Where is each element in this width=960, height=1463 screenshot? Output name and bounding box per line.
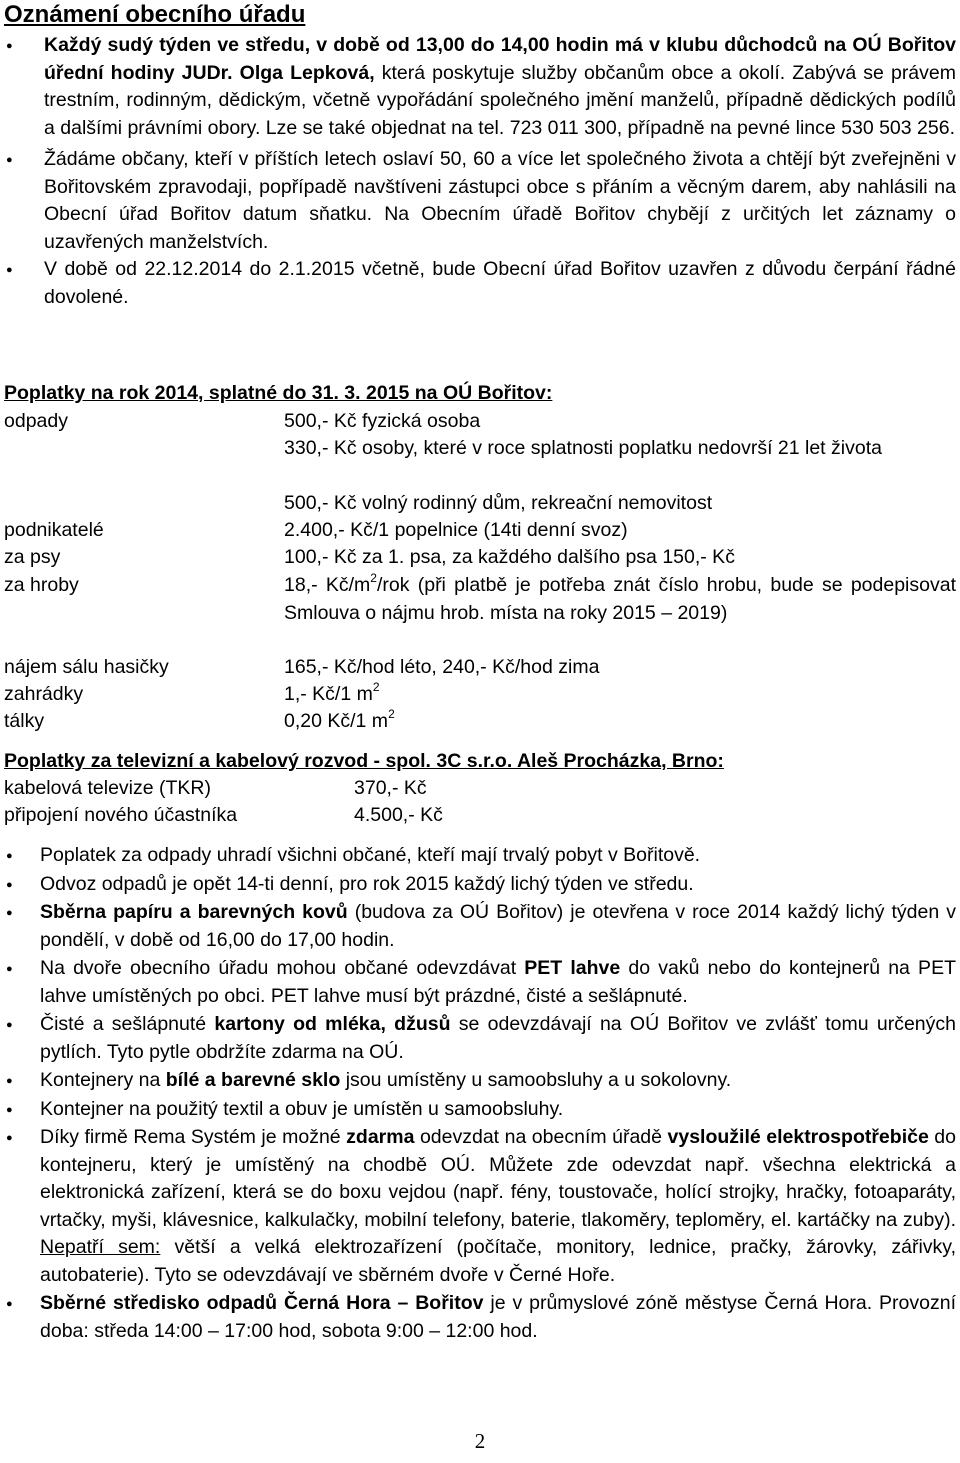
- list-item: [6, 1096, 956, 1124]
- page-number: 2: [474, 1429, 486, 1453]
- electro-bold-appliances: vysloužilé elektrospotřebiče: [667, 1126, 929, 1148]
- tv-value-pripojeni: 4.500,- Kč: [354, 804, 443, 826]
- paper-collection-bold: Sběrna papíru a barevných kovů: [40, 901, 348, 923]
- waste-collection-text: Odvoz odpadů je opět 14-ti denní, pro rok 2015 každý lichý týden ve středu.: [40, 872, 694, 895]
- cartons-bold: kartony od mléka, džusů: [214, 1013, 451, 1035]
- collection-center-text: je v průmyslové zóně městyse Černá Hora. Provozní doba: středa 14:00 – 17:00 hod, sobota 9:00 – 12:00 hod.: [40, 1292, 956, 1342]
- closure-text: V době od 22.12.2014 do 2.1.2015 včetně, bude Obecní úřad Bořitov uzavřen z důvodu čerpání řádné dovolené.: [44, 258, 956, 308]
- bullet-icon: ●: [6, 1132, 13, 1144]
- consultation-bold-text: Každý sudý týden ve středu, v době od 13,00 do 14,00 hodin má v klubu důchodců na OÚ Bořitov úřední hodiny JUDr. Olga Lepková,: [44, 34, 956, 84]
- list-item: [6, 32, 956, 142]
- list-item: [6, 955, 956, 1010]
- zahradky-sup: 2: [372, 679, 380, 694]
- waste-list: [6, 842, 957, 1345]
- hroby-price: 18,- Kč/m: [284, 574, 371, 596]
- electro-bold-free: zdarma: [346, 1126, 415, 1148]
- list-item: [6, 1067, 956, 1095]
- fee-value-odpady-1: 500,- Kč fyzická osoba: [284, 410, 481, 432]
- fee-value-hroby: [284, 572, 956, 627]
- fee-value-podnikatele: 2.400,- Kč/1 popelnice (14ti denní svoz): [284, 519, 628, 541]
- bullet-icon: ●: [6, 1019, 13, 1031]
- fee-label-odpady: odpady: [4, 410, 68, 432]
- list-item: [6, 871, 956, 899]
- bullet-icon: ●: [6, 154, 13, 166]
- hroby-text: /rok (při platbě je potřeba znát číslo hrobu, bude se podepisovat Smlouva o nájmu hrob. místa na roky 2015 – 2019): [284, 574, 956, 624]
- fee-value-sal: 165,- Kč/hod léto, 240,- Kč/hod zima: [284, 656, 600, 678]
- talky-price: 0,20 Kč/1 m: [284, 710, 389, 732]
- tv-value-tkr: 370,- Kč: [354, 777, 427, 799]
- bullet-icon: ●: [6, 1298, 13, 1310]
- paper-collection-text: (budova za OÚ Bořitov) je otevřena v roce 2014 každý lichý týden v pondělí, v době od 16,00 do 17,00 hodin.: [40, 901, 956, 951]
- zahradky-price: 1,- Kč/1 m: [284, 683, 373, 705]
- fee-value-odpady-3: 500,- Kč volný rodinný dům, rekreační nemovitost: [284, 492, 713, 514]
- list-item: [6, 1011, 956, 1066]
- electro-text-a: Díky firmě Rema Systém je možné: [40, 1126, 347, 1148]
- list-item: [6, 899, 956, 954]
- fees-heading: Poplatky na rok 2014, splatné do 31. 3. 2015 na OÚ Bořitov:: [4, 382, 553, 404]
- tv-fees-heading: Poplatky za televizní a kabelový rozvod - spol. 3C s.r.o. Aleš Procházka, Brno:: [4, 750, 724, 772]
- fee-label-hroby: za hroby: [4, 574, 79, 596]
- bullet-icon: ●: [6, 264, 13, 276]
- bullet-icon: ●: [6, 1103, 13, 1116]
- pet-bold: PET lahve: [524, 957, 621, 979]
- bullet-icon: ●: [6, 963, 13, 975]
- cartons-text-a: Čisté a sešlápnuté: [40, 1013, 215, 1035]
- fee-label-zahradky: zahrádky: [4, 683, 84, 705]
- fee-label-talky: tálky: [4, 710, 45, 732]
- list-item: [6, 842, 956, 870]
- talky-sup: 2: [388, 706, 395, 721]
- collection-center-bold: Sběrné středisko odpadů Černá Hora – Bořitov: [40, 1292, 484, 1314]
- electro-not-accepted-label: Nepatří sem:: [40, 1236, 161, 1258]
- anniversary-text: Žádáme občany, kteří v příštích letech oslaví 50, 60 a více let společného života a chtějí být zveřejněni v Bořitovském zpravodaji, popřípadě navštíveni zástupci obce s přáním a věcným darem, aby nahlásili na Obecní úřad Bořitov datum sňatku. Na Obecním úřadě Bořitov chybějí z určitých let záznamy o uzavřených manželstvích.: [44, 148, 956, 253]
- fee-label-psy: za psy: [4, 546, 61, 568]
- cartons-text-b: se odevzdávají na OÚ Bořitov ve zvlášť tomu určených pytlích. Tyto pytle obdržíte zdarma na OÚ.: [40, 1013, 956, 1063]
- pet-text-a: Na dvoře obecního úřadu mohou občané odevzdávat: [40, 957, 525, 979]
- glass-bold: bílé a barevné sklo: [165, 1069, 341, 1091]
- bullet-icon: ●: [6, 40, 13, 52]
- tv-label-pripojeni: připojení nového účastníka: [4, 804, 238, 826]
- fee-value-zahradky: [284, 681, 956, 709]
- fee-label-podnikatele: podnikatelé: [4, 519, 104, 541]
- textile-text: Kontejner na použitý textil a obuv je umístěn u samoobsluhy.: [40, 1097, 564, 1120]
- glass-text-a: Kontejnery na: [40, 1069, 166, 1091]
- fee-value-odpady-2: 330,- Kč osoby, které v roce splatnosti poplatku nedovrší 21 let života: [284, 437, 882, 459]
- list-item: [6, 1290, 956, 1345]
- consultation-text: která poskytuje služby občanům obce a okolí. Zabývá se právem trestním, rodinným, dědickým, včetně vypořádání společného jmění manželů, případně dědických podílů a dalšími právními obory. Lze se také objednat na tel. 723 011 300, případně na pevné lince 530 503 256.: [44, 61, 956, 139]
- announcements-list: [6, 32, 956, 311]
- hroby-sup: 2: [370, 570, 377, 585]
- list-item: [6, 256, 956, 311]
- bullet-icon: ●: [6, 878, 13, 891]
- page-title: Oznámení obecního úřadu: [4, 1, 306, 28]
- fee-value-psy: 100,- Kč za 1. psa, za každého dalšího psa 150,- Kč: [284, 546, 735, 568]
- electro-text-c: do kontejneru, který je umístěný na chodbě OÚ. Můžete zde odevzdat např. všechna elektrická a elektronická zařízení, která se do boxu vejdou (např. fény, toustovače, holící strojky, hračky, fotoaparáty, vrtačky, myši, klávesnice, kalkulačky, mobilní telefony, baterie, tlakoměry, teploměry, el. kartáčky na zuby).: [40, 1126, 957, 1231]
- bullet-icon: ●: [6, 907, 13, 919]
- electro-text-d: větší a velká elektrozařízení (počítače, monitory, lednice, pračky, žárovky, zářivky, autobaterie). Tyto se odevzdávají ve sběrném dvoře v Černé Hoře.: [40, 1236, 957, 1286]
- waste-fee-text: Poplatek za odpady uhradí všichni občané, kteří mají trvalý pobyt v Bořitově.: [40, 844, 701, 866]
- list-item: [6, 1124, 957, 1289]
- fee-label-sal: nájem sálu hasičky: [4, 656, 169, 678]
- electro-text-b: odevzdat na obecním úřadě: [414, 1126, 668, 1148]
- list-item: [6, 146, 956, 256]
- bullet-icon: ●: [6, 850, 13, 862]
- fee-value-talky: [284, 708, 956, 736]
- tv-label-tkr: kabelová televize (TKR): [4, 777, 211, 799]
- bullet-icon: ●: [6, 1075, 13, 1087]
- pet-text-b: do vaků nebo do kontejnerů na PET lahve umístěných po obci. PET lahve musí být prázdné, čisté a sešlápnuté.: [40, 957, 956, 1007]
- glass-text-b: jsou umístěny u samoobsluhy a u sokolovny.: [340, 1069, 732, 1091]
